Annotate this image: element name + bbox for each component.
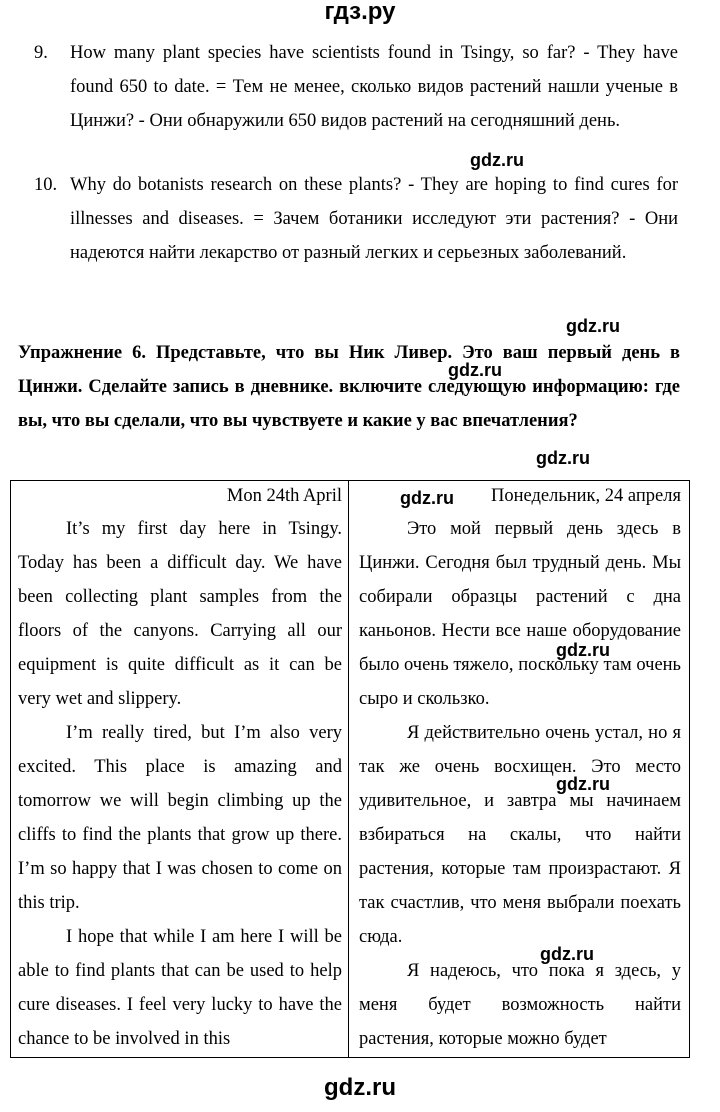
diary-table <box>10 480 690 1058</box>
question-text: Why do botanists research on these plants? - They are hoping to find cures for illnesses and diseases. = Зачем ботаники исследуют эти растения? - Они надеются найти лекарство от разный легких и серьезных заболеваний. <box>70 175 678 263</box>
diary-russian-column <box>349 481 689 1057</box>
watermark: gdz.ru <box>448 360 502 380</box>
diary-paragraph: It’s my first day here in Tsingy. Today has been a difficult day. We have been collecting plant samples from the floors of the canyons. Carrying all our equipment is quite difficult as it can be very wet and slippery. <box>18 519 342 709</box>
question-text: How many plant species have scientists found in Tsingy, so far? - They have found 650 to date. = Тем не менее, сколько видов растений нашли ученые в Цинжи? - Они обнаружили 650 видов растений на сегодняшний день. <box>70 43 678 131</box>
exercise-heading: Упражнение 6. Представьте, что вы Ник Ливер. Это ваш первый день в Цинжи. Сделайте запись в дневнике. включите следующую информацию: где вы, что вы сделали, что вы чувствуете и какие у вас впечатления? <box>18 343 680 431</box>
diary-date: Понедельник, 24 апреля <box>490 486 681 506</box>
watermark: gdz.ru <box>566 316 620 336</box>
watermark: gdz.ru <box>540 944 594 964</box>
diary-paragraph: Я надеюсь, что пока я здесь, у меня будет возможность найти растения, которые можно будет <box>359 961 681 1049</box>
question-10 <box>22 168 678 270</box>
diary-paragraph: I hope that while I am here I will be able to find plants that can be used to help cure diseases. I feel very lucky to have the chance to be involved in this <box>18 927 342 1049</box>
diary-english-column <box>11 481 349 1057</box>
watermark: gdz.ru <box>470 150 524 170</box>
watermark: gdz.ru <box>536 448 590 468</box>
diary-paragraph: Я действительно очень устал, но я так же очень восхищен. Это место удивительное, и завтра мы начинаем взбираться на скалы, что найти растения, которые там произрастают. Я так счастлив, что меня выбрали поехать сюда. <box>359 723 681 947</box>
diary-date: Mon 24th April <box>226 486 342 506</box>
site-footer: gdz.ru <box>324 1074 396 1101</box>
watermark: gdz.ru <box>556 774 610 794</box>
diary-paragraph: Это мой первый день здесь в Цинжи. Сегодня был трудный день. Мы собирали образцы растений с дна каньонов. Нести все наше оборудование было очень тяжело, поскольку там очень сыро и скользко. <box>359 519 681 709</box>
watermark: gdz.ru <box>556 640 610 660</box>
question-number: 10. <box>34 175 58 195</box>
diary-paragraph: I’m really tired, but I’m also very excited. This place is amazing and tomorrow we will begin climbing up the cliffs to find the plants that grow up there. I’m so happy that I was chosen to come on this trip. <box>18 723 342 913</box>
site-header: гдз.ру <box>324 0 396 25</box>
watermark: gdz.ru <box>400 488 454 508</box>
question-number: 9. <box>34 43 48 63</box>
question-9 <box>22 36 678 138</box>
